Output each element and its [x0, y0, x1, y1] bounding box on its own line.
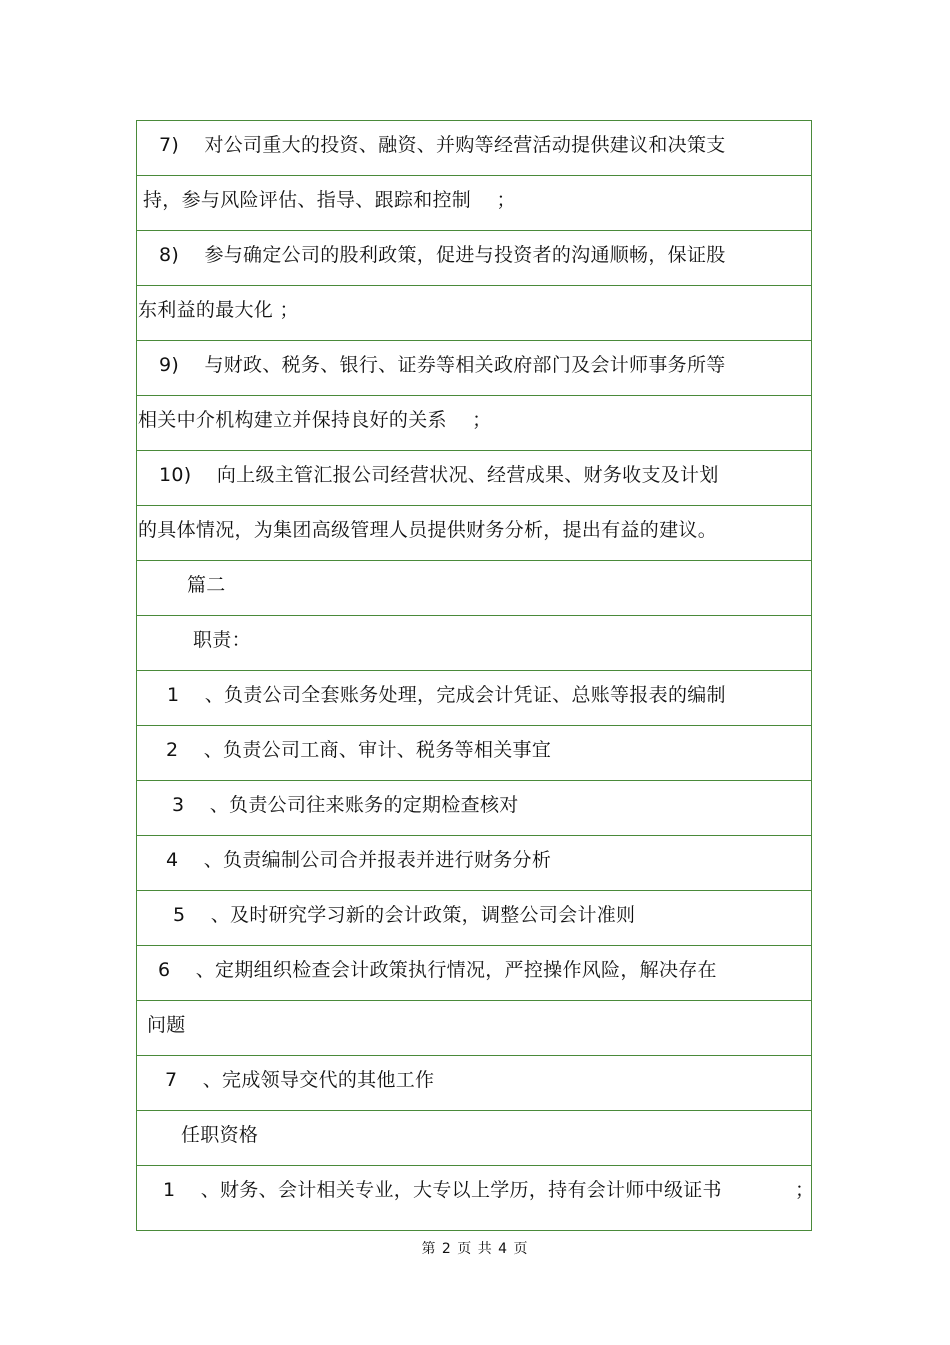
document-line — [137, 616, 811, 671]
line-text: 7) 对公司重大的投资、融资、并购等经营活动提供建议和决策支 — [159, 134, 726, 156]
document-line — [137, 506, 811, 561]
line-text: 9) 与财政、税务、银行、证券等相关政府部门及会计师事务所等 — [159, 354, 726, 376]
document-line — [137, 946, 811, 1001]
document-line — [137, 561, 811, 616]
document-line — [137, 121, 811, 176]
line-text: 1 、负责公司全套账务处理，完成会计凭证、总账等报表的编制 — [167, 684, 726, 706]
line-text: 6 、定期组织检查会计政策执行情况，严控操作风险，解决存在 — [158, 959, 717, 981]
document-line — [137, 1056, 811, 1111]
section-heading: 任职资格 — [181, 1124, 259, 1146]
document-line — [137, 1166, 815, 1221]
line-text: 问题 — [147, 1014, 186, 1036]
document-lined-box — [136, 120, 815, 1231]
document-line — [137, 726, 811, 781]
document-line — [137, 451, 811, 506]
document-line — [137, 891, 811, 946]
document-line — [137, 341, 811, 396]
document-line — [137, 286, 811, 341]
line-text: 的具体情况，为集团高级管理人员提供财务分析，提出有益的建议。 — [138, 519, 718, 541]
line-tail-punctuation: ； — [795, 1179, 815, 1201]
document-line — [137, 1111, 811, 1166]
line-text: 东利益的最大化 ； — [138, 299, 299, 321]
document-line — [137, 231, 811, 286]
line-text: 2 、负责公司工商、审计、税务等相关事宜 — [166, 739, 552, 761]
line-text: 7 、完成领导交代的其他工作 — [165, 1069, 435, 1091]
line-text: 3 、负责公司往来账务的定期检查核对 — [172, 794, 519, 816]
line-text: 持，参与风险评估、指导、跟踪和控制 ； — [143, 189, 516, 211]
line-text: 相关中介机构建立并保持良好的关系 ； — [138, 409, 492, 431]
line-text: 4 、负责编制公司合并报表并进行财务分析 — [166, 849, 552, 871]
page-footer: 第 2 页 共 4 页 — [421, 1241, 529, 1257]
line-text: 1 、财务、会计相关专业，大专以上学历，持有会计师中级证书 — [163, 1179, 722, 1201]
line-text: 5 、及时研究学习新的会计政策，调整公司会计准则 — [173, 904, 636, 926]
section-heading: 职责： — [193, 629, 251, 651]
document-line — [137, 176, 811, 231]
document-line — [137, 671, 811, 726]
document-line — [137, 836, 811, 891]
document-line — [137, 1001, 811, 1056]
section-heading: 篇二 — [187, 574, 226, 596]
document-line — [137, 396, 811, 451]
document-line — [137, 781, 811, 836]
line-text: 8) 参与确定公司的股利政策，促进与投资者的沟通顺畅，保证股 — [159, 244, 726, 266]
line-text: 10) 向上级主管汇报公司经营状况、经营成果、财务收支及计划 — [159, 464, 719, 486]
